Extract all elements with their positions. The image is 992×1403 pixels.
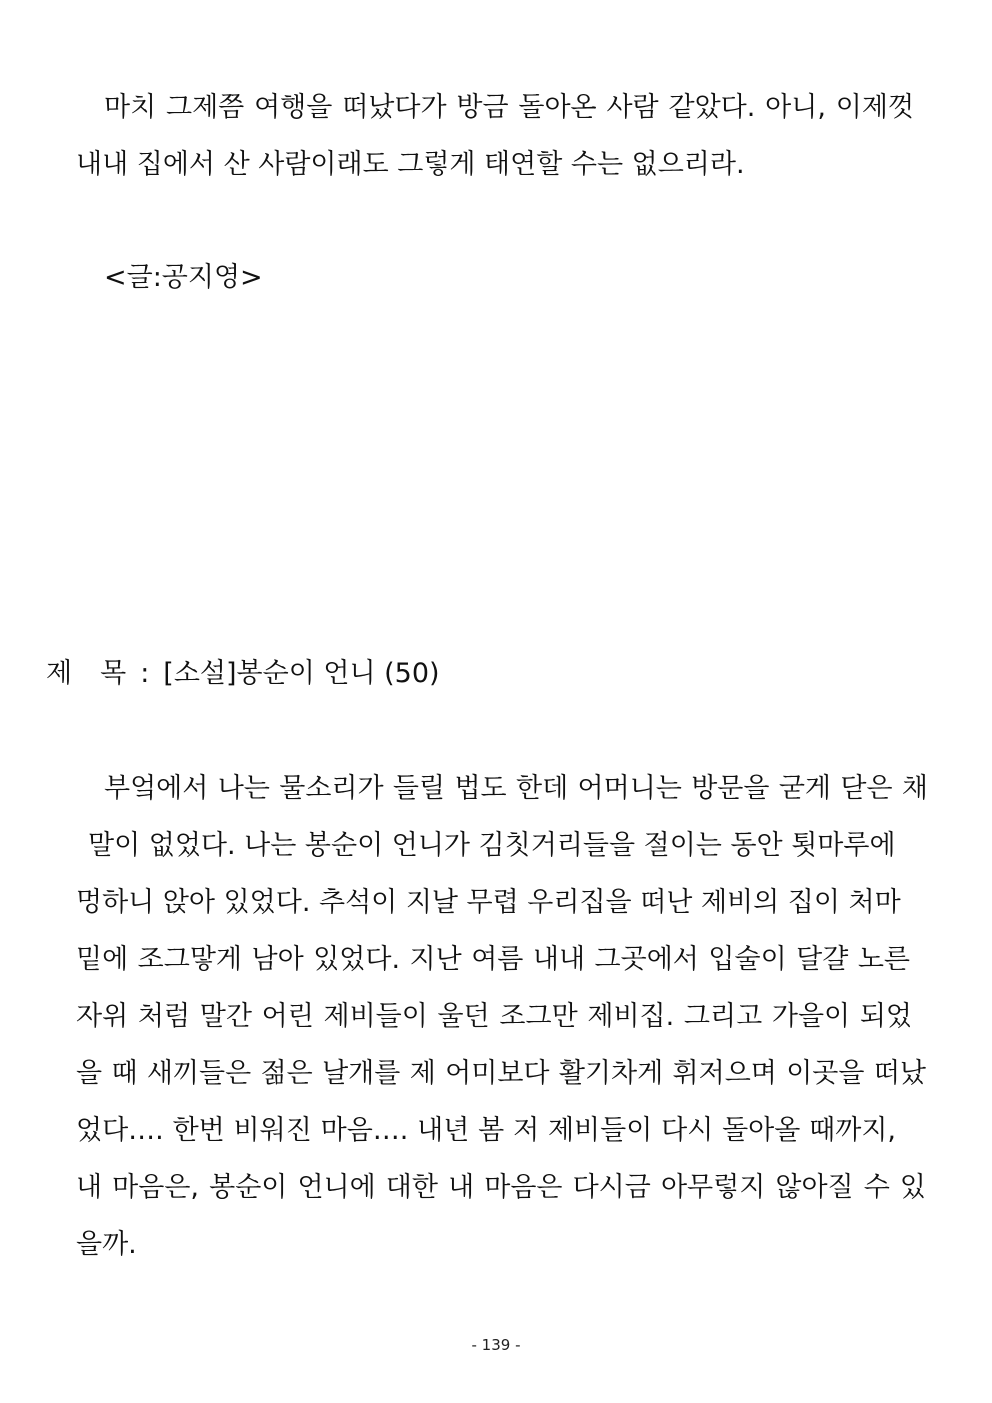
title-colon: : [140, 658, 150, 689]
title-label-char: 목 [100, 658, 127, 689]
article-title-line [46, 656, 440, 692]
body-line: 멍하니 앉아 있었다. 추석이 지날 무렵 우리집을 떠난 제비의 집이 처마 [76, 887, 901, 918]
body-line: 말이 없었다. 나는 봉순이 언니가 김칫거리들을 절이는 동안 툇마루에 [88, 830, 896, 861]
paragraph-line: 마치 그제쯤 여행을 떠났다가 방금 돌아온 사람 같았다. 아니, 이제껏 [104, 92, 914, 123]
body-line: 었다…. 한번 비워진 마음…. 내년 봄 저 제비들이 다시 돌아올 때까지, [76, 1115, 896, 1146]
title-label-char: 제 [46, 658, 73, 689]
body-line: 을 때 새끼들은 젊은 날개를 제 어미보다 활기차게 휘저으며 이곳을 떠났 [76, 1058, 926, 1089]
body-line: 자위 처럼 말간 어린 제비들이 울던 조그만 제비집. 그리고 가을이 되었 [76, 1001, 912, 1032]
body-line: 부엌에서 나는 물소리가 들릴 법도 한데 어머니는 방문을 굳게 닫은 채 [104, 773, 928, 804]
paragraph-line: 내내 집에서 산 사람이래도 그렇게 태연할 수는 없으리라. [76, 149, 745, 180]
body-line: 밑에 조그맣게 남아 있었다. 지난 여름 내내 그곳에서 입술이 달걀 노른 [76, 944, 910, 975]
article-title: [소설]봉순이 언니 (50) [163, 658, 440, 689]
author-credit: <글:공지영> [104, 262, 263, 293]
page-number: - 139 - [471, 1336, 521, 1354]
body-line: 을까. [76, 1229, 137, 1260]
body-line: 내 마음은, 봉순이 언니에 대한 내 마음은 다시금 아무렇지 않아질 수 있 [76, 1172, 926, 1203]
